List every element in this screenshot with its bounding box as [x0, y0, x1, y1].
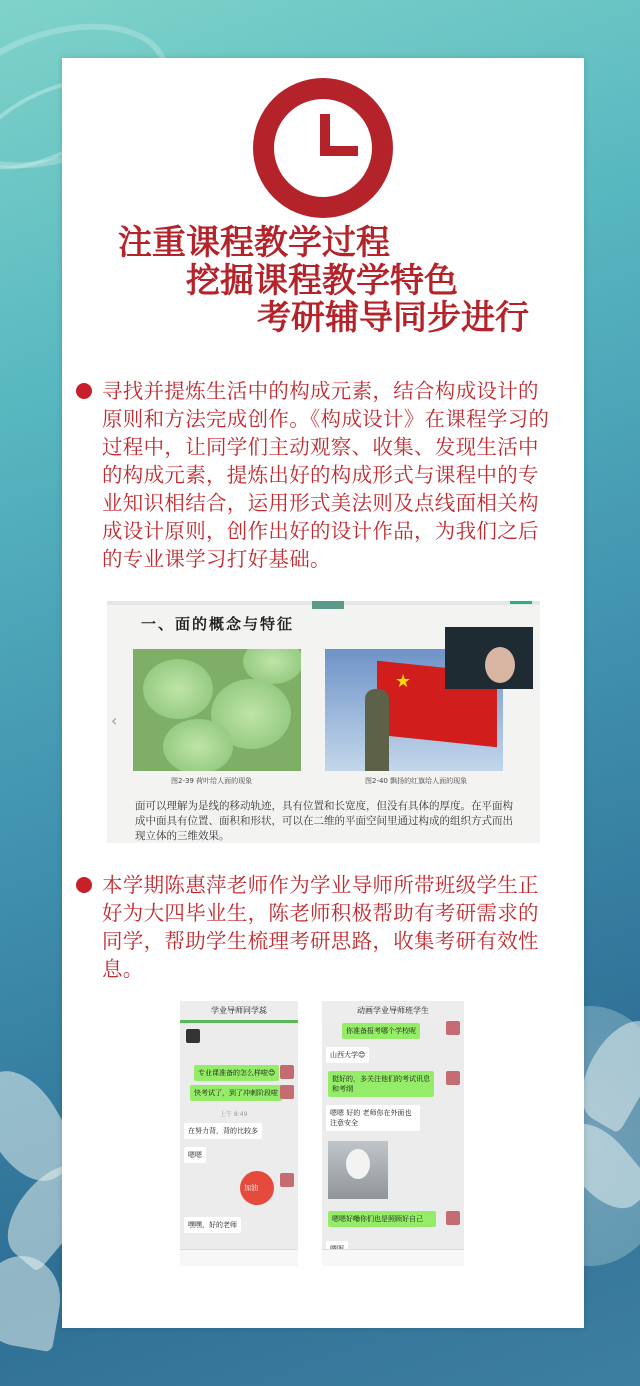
video-thumbnail — [445, 627, 533, 689]
doll-photo — [328, 1141, 388, 1199]
title-line-1: 注重课程教学过程 — [118, 223, 390, 263]
chat-message: 嗯嗯好嘞你们也是照顾好自己 — [328, 1211, 436, 1227]
avatar — [280, 1085, 294, 1099]
caption-right: 图2-40 飘扬的红旗给人面的现象 — [365, 777, 468, 785]
avatar — [446, 1211, 460, 1225]
chat-message: 挺好的，多关注他们的考试讯息和考纲 — [328, 1071, 434, 1097]
title-line-3: 考研辅导同步进行 — [257, 298, 529, 338]
chat-message: 嗯嗯 好的 老师你在外面也注意安全 — [326, 1105, 420, 1131]
decor-petal — [0, 1250, 67, 1353]
avatar — [446, 1071, 460, 1085]
chat-title: 动画学业导师班学生 — [322, 1001, 464, 1021]
avatar — [186, 1029, 200, 1043]
slide-heading: 一、面的概念与特征 — [141, 615, 295, 633]
chat-title: 学业导师同学蕊 — [180, 1001, 298, 1021]
chat-input-bar[interactable] — [180, 1249, 298, 1266]
chat-message: 快考试了，到了冲刺阶段啦 — [190, 1085, 282, 1101]
chat-message: 你准备报考哪个学校呢 — [342, 1023, 420, 1039]
chat-message: 专业课准备的怎么样啦😊 — [194, 1065, 279, 1081]
lotus-leaf-photo — [133, 649, 301, 771]
section-paragraph: 寻找并提炼生活中的构成元素，结合构成设计的原则和方法完成创作。《构成设计》在课程学习的过程中，让同学们主动观察、收集、发现生活中的构成元素，提炼出好的构成形式与课程中的专业知识相结合，运用形式美法则及点线面相关构成设计原则，创作出好的设计作品，为我们之后的专业课学习打好基础。 — [102, 379, 550, 571]
chat-screenshot-right — [322, 1001, 464, 1266]
avatar — [280, 1065, 294, 1079]
flag-photo: ★ — [325, 649, 503, 771]
chat-message: 山西大学😊 — [326, 1047, 369, 1063]
chat-input-bar[interactable] — [322, 1249, 464, 1266]
avatar — [280, 1173, 294, 1187]
chevron-left-icon: ‹ — [111, 711, 118, 730]
slide-body-text: 面可以理解为是线的移动轨迹，具有位置和长宽度，但没有具体的厚度。在平面构成中面具有位置、面积和形状，可以在二维的平面空间里通过构成的组织方式而出现立体的三维效果。 — [135, 800, 513, 842]
caption-left: 图2-39 荷叶给人面的现象 — [171, 777, 253, 785]
bullet-icon — [76, 383, 92, 399]
chat-screenshot-left — [180, 1001, 298, 1266]
content-panel — [62, 58, 584, 1328]
chat-time: 上午 8:49 — [220, 1111, 248, 1118]
lecture-slide-screenshot — [107, 601, 540, 843]
bullet-icon — [76, 877, 92, 893]
chat-message: 嗯嗯 — [184, 1147, 206, 1163]
avatar — [446, 1021, 460, 1035]
chat-message: 嘿嘿，好的老师 — [184, 1217, 241, 1233]
chat-message: 在努力背，背的比较多 — [184, 1123, 262, 1139]
clock-icon — [253, 78, 393, 218]
sticker-text: 加油 — [244, 1184, 258, 1192]
section-paragraph: 本学期陈惠萍老师作为学业导师所带班级学生正好为大四毕业生，陈老师积极帮助有考研需求的同学，帮助学生梳理考研思路，收集考研有效性息。 — [102, 873, 539, 981]
title-line-2: 挖掘课程教学特色 — [186, 261, 458, 301]
